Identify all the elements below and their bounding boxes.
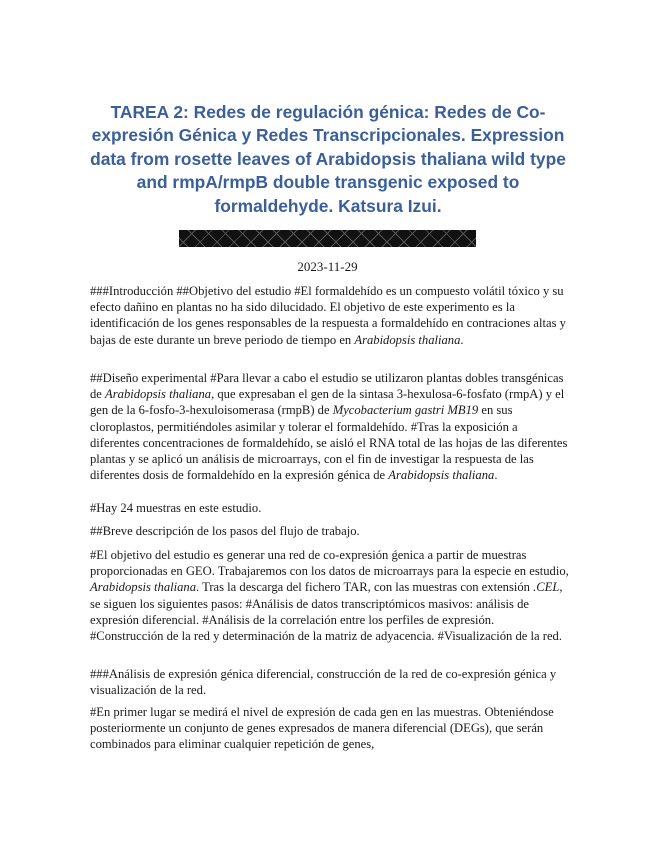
paragraph-experimental-design: ##Diseño experimental #Para llevar a cabo el estudio se utilizaron plantas dobles transgénicas de Arabidopsis thaliana, que expresaban el gen de la sintasa 3-hexulosa-6-fosfato (rmpA) y el gen de la 6-fosfo-3-hexuloisomerasa (rmpB) de Mycobacterium gastri MB19 en sus cloroplastos, permitiéndoles asimilar y tolerar el formaldehído. #Tras la exposición a diferentes concentraciones de formaldehído, se aisló el RNA total de las hojas de las diferentes plantas y se aplicó un análisis de microarrays, con el fin de investigar la respuesta de las diferentes dosis de formaldehído en la expresión génica de Arabidopsis thaliana. (90, 371, 568, 483)
paragraph-sample-count: #Hay 24 muestras en este estudio. (90, 501, 262, 515)
species-name: Arabidopsis thaliana (105, 387, 212, 402)
file-extension: .CEL (533, 580, 560, 595)
redacted-author-bar (179, 230, 476, 247)
species-name: Arabidopsis thaliana (388, 468, 495, 483)
paragraph-analysis-text: #En primer lugar se medirá el nivel de expresión de cada gen en las muestras. Obteniéndose posteriormente un conjunto de genes expresados de manera diferencial (DEGs), que serán combinados para eliminar cualquier repetición de genes, (90, 705, 554, 752)
paragraph-introduction: ###Introducción ##Objetivo del estudio #El formaldehído es un compuesto volátil tóxico y su efecto dañino en plantas no ha sido dilucidado. El objetivo de este experimento es la identificación de los genes responsables de la respuesta a formaldehído en contraciones altas y bajas de este durante un breve periodo de tiempo en Arabidopsis thaliana. (90, 284, 566, 347)
species-name: Arabidopsis thaliana (90, 580, 197, 595)
bacterium-name: Mycobacterium gastri MB19 (332, 403, 479, 418)
species-name: Arabidopsis thaliana (354, 332, 461, 347)
document-date: 2023-11-29 (297, 259, 358, 274)
paragraph-workflow-steps: #El objetivo del estudio es generar una red de co-expresión ǵenica a partir de muestras proporcionadas en GEO. Trabajaremos con los datos de microarrays para la especie en estudio, Arabidopsis thaliana. Tras la descarga del fichero TAR, con las muestras con extensión .CEL, se siguen los siguientes pasos: #Análisis de datos transcriptómicos masivos: análisis de expresión diferencial. #Análisis de la correlación entre los perfiles de expresión. #Construcción de la red y determinación de la matriz de adyacencia. #Visualización de la red. (90, 548, 569, 644)
paragraph-workflow-heading: ##Breve descripción de los pasos del flujo de trabajo. (90, 524, 360, 538)
document-title: TAREA 2: Redes de regulación génica: Redes de Co-expresión Génica y Redes Transcripcionales. Expression data from rosette leaves of Arabidopsis thaliana wild type and rmpA/rmpB double transgenic exposed to formaldehyde. Katsura Izui. (90, 102, 566, 216)
paragraph-analysis-heading: ###Análisis de expresión génica diferencial, construcción de la red de co-expresión génica y visualización de la red. (90, 667, 557, 698)
